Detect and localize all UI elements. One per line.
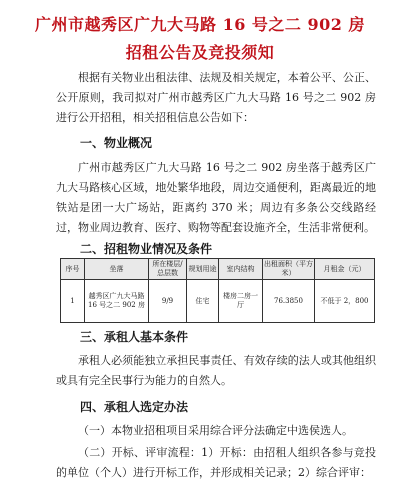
lease-table xyxy=(60,258,375,323)
table-cell: 9/9 xyxy=(149,280,187,323)
section-heading-property-overview: 一、物业概况 xyxy=(80,136,153,150)
selection-method-item-2: （二）开标、评审流程：1）开标：由招租人组织各参与竞投的单位（个人）进行开标工作，并形成相关记录；2）综合评审： xyxy=(56,446,376,479)
document-title: 广州市越秀区广九大马路 16 号之二 902 房 xyxy=(35,15,365,34)
table-header-cell: 规划用途 xyxy=(187,259,219,280)
table-cell: 不低于 2，800 xyxy=(315,280,375,323)
table-cell: 越秀区广九大马路 16 号之二 902 房 xyxy=(85,280,149,323)
table-cell: 76.3850 xyxy=(263,280,315,323)
table-header-cell: 室内结构 xyxy=(219,259,263,280)
table-header-row xyxy=(61,259,375,280)
table-header-cell: 坐落 xyxy=(85,259,149,280)
property-overview-paragraph: 广州市越秀区广九大马路 16 号之二 902 房坐落于越秀区广九大马路核心区域，地处繁华地段，周边交通便利，距离最近的地铁站是团一大广场站，距离约 370 米；周边有多条公交线路经过，物业周边教育、医疗、购物等配套设施齐全，生活非常便利。 xyxy=(56,161,376,234)
table-header-cell: 序号 xyxy=(61,259,85,280)
table-header-cell: 月租金（元） xyxy=(315,259,375,280)
section-heading-selection-method: 四、承租人选定办法 xyxy=(80,400,189,414)
table-header-cell: 所在楼层/总层数 xyxy=(149,259,187,280)
intro-paragraph: 根据有关物业出租法律、法规及相关规定，本着公平、公正、公开原则，我司拟对广州市越秀区广九大马路 16 号之二 902 房进行公开招租，相关招租信息公告如下： xyxy=(56,71,376,124)
table-cell: 楼房二房一厅 xyxy=(219,280,263,323)
tenant-requirements-paragraph: 承租人必须能独立承担民事责任、有效存续的法人或其他组织或具有完全民事行为能力的自然人。 xyxy=(56,354,376,387)
section-heading-lease-conditions: 二、招租物业情况及条件 xyxy=(80,242,213,256)
document-subtitle: 招租公告及竞投须知 xyxy=(125,43,275,62)
table-cell: 1 xyxy=(61,280,85,323)
table-row xyxy=(61,280,375,323)
table-cell: 住宅 xyxy=(187,280,219,323)
section-heading-tenant-requirements: 三、承租人基本条件 xyxy=(80,330,189,344)
selection-method-item-1: （一）本物业招租项目采用综合评分法确定中选侯选人。 xyxy=(78,424,353,437)
table-header-cell: 出租面积（平方米） xyxy=(263,259,315,280)
